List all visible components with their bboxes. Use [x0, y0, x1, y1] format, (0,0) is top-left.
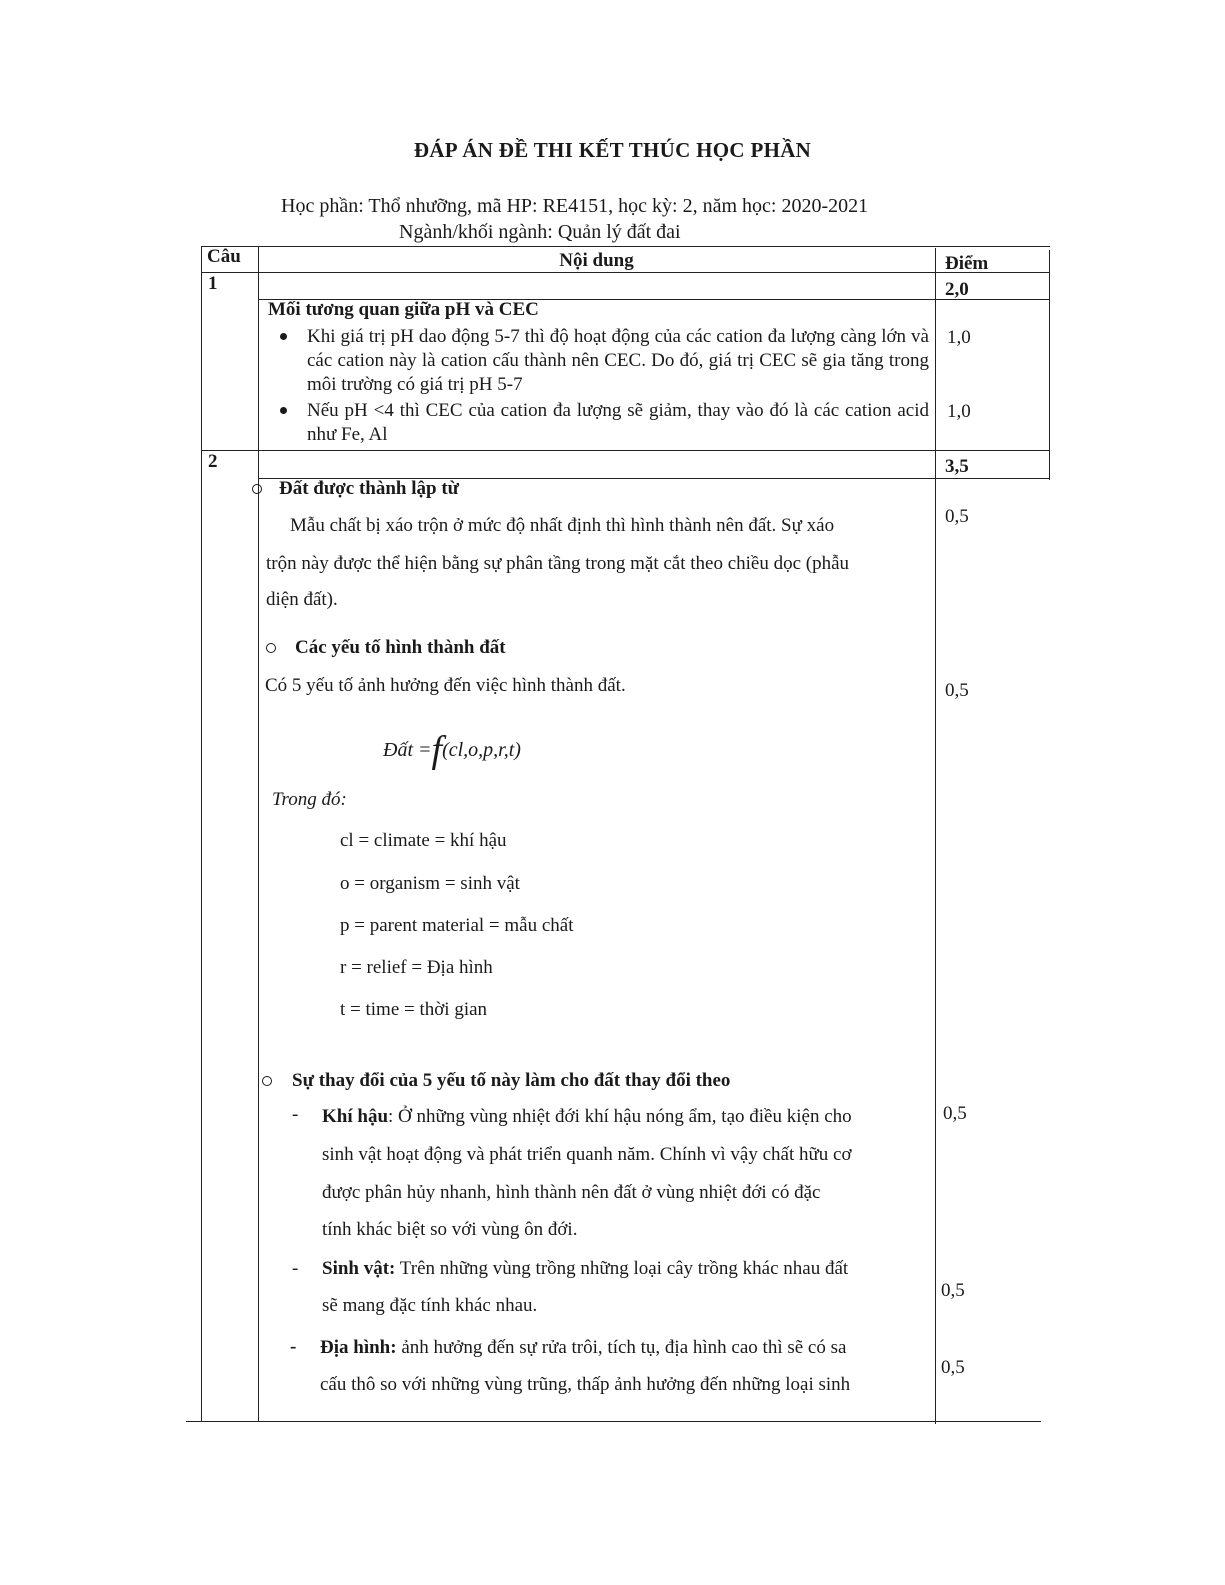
organism-score: 0,5	[941, 1280, 965, 1301]
table-bottom-border	[186, 1421, 1041, 1422]
q2-section1-line1: Mẫu chất bị xáo trộn ở mức độ nhất định thì hình thành nên đất. Sự xáo	[290, 515, 835, 536]
def-climate: cl = climate = khí hậu	[340, 830, 507, 851]
relief-label: Địa hình:	[320, 1337, 397, 1358]
q2-number: 2	[208, 451, 218, 472]
table-divider-diem	[935, 248, 936, 1424]
major-info: Ngành/khối ngành: Quản lý đất đai	[399, 221, 681, 243]
climate-label: Khí hậu	[322, 1106, 389, 1127]
course-info: Học phần: Thổ nhưỡng, mã HP: RE4151, học kỳ: 2, năm học: 2020-2021	[281, 195, 869, 217]
circle-bullet-icon	[266, 643, 276, 653]
q2-section2-heading: Các yếu tố hình thành đất	[295, 637, 506, 658]
table-top-border	[201, 246, 1050, 247]
climate-score: 0,5	[943, 1103, 967, 1124]
q1-bullet2-score: 1,0	[947, 401, 971, 422]
bullet-icon	[280, 333, 287, 340]
q2-section2-text: Có 5 yếu tố ảnh hưởng đến việc hình thành đất.	[265, 675, 626, 696]
bullet-icon	[280, 407, 287, 414]
relief-line1	[320, 1330, 846, 1366]
q1-total-score: 2,0	[945, 279, 969, 300]
header-noi-dung: Nội dung	[559, 250, 634, 271]
organism-text1: Trên những vùng trồng những loại cây trồng khác nhau đất	[395, 1258, 849, 1279]
climate-line4: tính khác biệt so với vùng ôn đới.	[322, 1219, 578, 1240]
soil-formula	[383, 728, 521, 772]
document-title: ĐÁP ÁN ĐỀ THI KẾT THÚC HỌC PHẦN	[413, 138, 812, 162]
climate-line2: sinh vật hoạt động và phát triển quanh năm. Chính vì vậy chất hữu cơ	[322, 1144, 852, 1165]
q2-section2-score: 0,5	[945, 680, 969, 701]
organism-line1	[322, 1251, 848, 1287]
organism-label: Sinh vật:	[322, 1258, 396, 1279]
circle-bullet-icon	[262, 1076, 272, 1086]
q1-bullet1: Khi giá trị pH dao động 5-7 thì độ hoạt động của các cation đa lượng càng lớn và các cation này là cation cấu thành nên CEC. Do đó, giá trị CEC sẽ gia tăng trong môi trường có giá trị pH 5-7	[307, 326, 929, 395]
relief-text1: ảnh hưởng đến sự rửa trôi, tích tụ, địa hình cao thì sẽ có sa	[396, 1337, 847, 1358]
q2-section3-heading: Sự thay đổi của 5 yếu tố này làm cho đất thay đổi theo	[292, 1070, 731, 1091]
def-parent-material: p = parent material = mẫu chất	[340, 915, 574, 936]
q1-bullet1-score: 1,0	[947, 327, 971, 348]
q1-heading: Mối tương quan giữa pH và CEC	[268, 299, 539, 320]
q1-bullet2: Nếu pH <4 thì CEC của cation đa lượng sẽ giảm, thay vào đó là các cation acid như Fe, Al	[307, 400, 929, 445]
def-organism: o = organism = sinh vật	[340, 873, 520, 894]
q2-total-score: 3,5	[945, 456, 969, 477]
q1-number: 1	[208, 273, 218, 294]
def-time: t = time = thời gian	[340, 999, 488, 1020]
organism-line2: sẽ mang đặc tính khác nhau.	[322, 1295, 538, 1316]
q2-section1-score: 0,5	[945, 506, 969, 527]
climate-text1: : Ở những vùng nhiệt đới khí hậu nóng ẩm, tạo điều kiện cho	[388, 1106, 852, 1127]
table-right-border	[1049, 250, 1050, 480]
climate-line3: được phân hủy nhanh, hình thành nên đất ở vùng nhiệt đới có đặc	[322, 1182, 821, 1203]
dash-marker: -	[292, 1258, 299, 1279]
relief-line2: cấu thô so với những vùng trũng, thấp ảnh hưởng đến những loại sinh	[320, 1374, 851, 1395]
climate-line1	[322, 1099, 852, 1135]
table-left-border	[201, 246, 202, 1421]
q2-section1-line3: diện đất).	[266, 589, 338, 610]
header-cau: Câu	[207, 246, 241, 267]
formula-left: Đất =	[383, 739, 432, 761]
header-diem: Điểm	[945, 253, 989, 274]
q2-row-border	[201, 450, 1049, 451]
circle-bullet-icon	[252, 484, 262, 494]
where-label: Trong đó:	[272, 789, 347, 810]
def-relief: r = relief = Địa hình	[340, 957, 493, 978]
q2-section1-line2: trộn này được thể hiện bằng sự phân tầng trong mặt cắt theo chiều dọc (phẫu	[266, 553, 850, 574]
formula-f: f	[431, 729, 443, 771]
dash-marker: -	[290, 1336, 297, 1357]
dash-marker: -	[292, 1104, 299, 1125]
relief-score: 0,5	[941, 1357, 965, 1378]
q2-section1-heading: Đất được thành lập từ	[279, 478, 460, 499]
table-divider-cau	[258, 246, 259, 1421]
formula-args: (cl,o,p,r,t)	[442, 739, 521, 761]
